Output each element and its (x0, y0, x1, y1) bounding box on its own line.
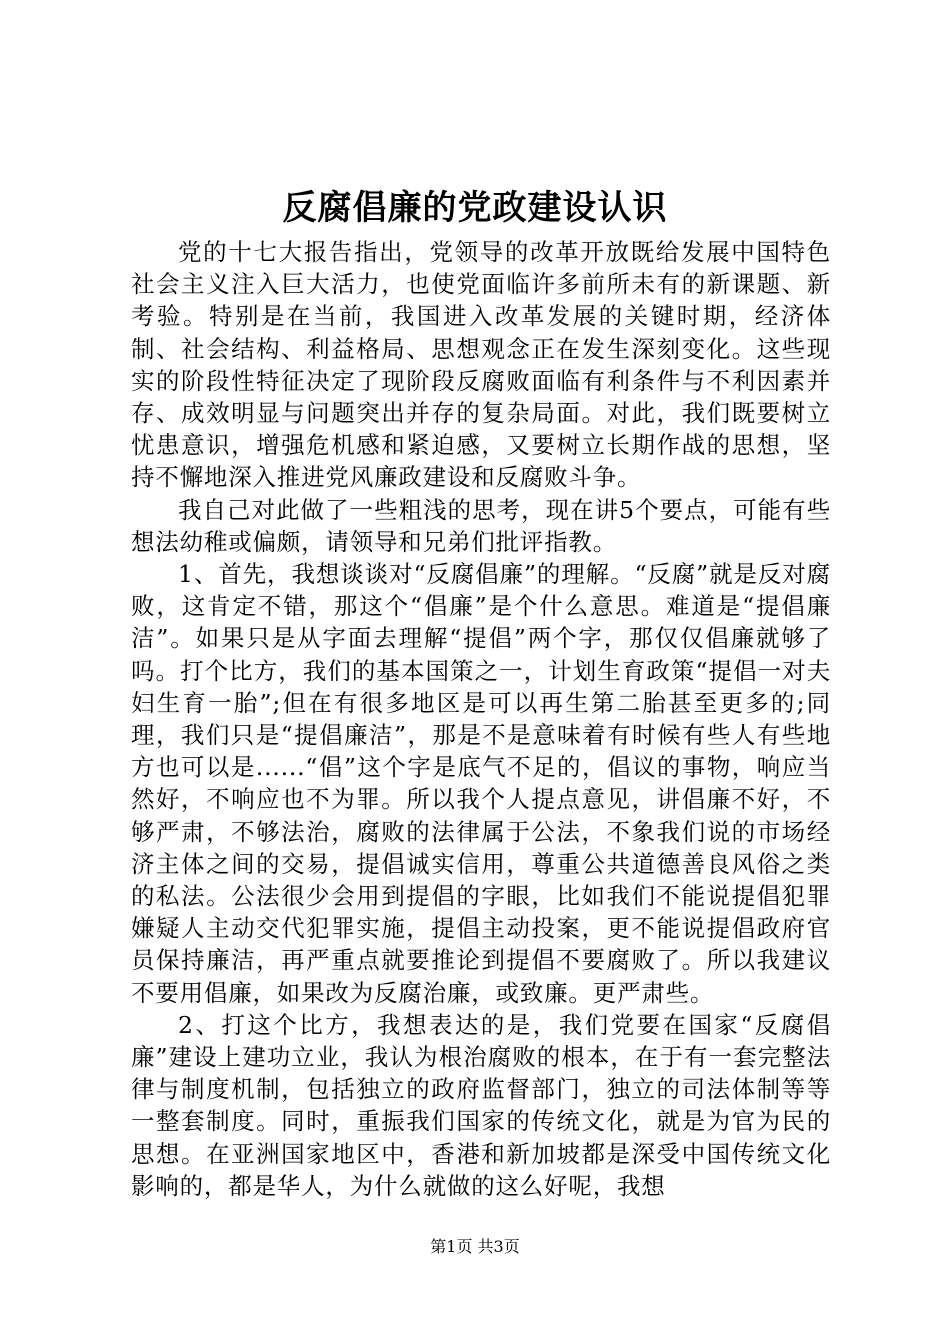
paragraph-preface: 我自己对此做了一些粗浅的思考，现在讲5个要点，可能有些想法幼稚或偏颇，请领导和兄弟们批评指教。 (131, 495, 831, 556)
page-footer: 第1页 共3页 (430, 1237, 520, 1256)
document-title: 反腐倡廉的党政建设认识 (282, 188, 668, 228)
paragraph-intro: 党的十七大报告指出，党领导的改革开放既给发展中国特色社会主义注入巨大活力，也使党面临许多前所未有的新课题、新考验。特别是在当前，我国进入改革发展的关键时期，经济体制、社会结构、利益格局、思想观念正在发生深刻变化。这些现实的阶段性特征决定了现阶段反腐败面临有利条件与不利因素并存、成效明显与问题突出并存的复杂局面。对此，我们既要树立忧患意识，增强危机感和紧迫感，又要树立长期作战的思想，坚持不懈地深入推进党风廉政建设和反腐败斗争。 (131, 238, 831, 492)
document-body (131, 236, 831, 1202)
paragraph-point-2: 2、打这个比方，我想表达的是，我们党要在国家“反腐倡廉”建设上建功立业，我认为根治腐败的根本，在于有一套完整法律与制度机制，包括独立的政府监督部门，独立的司法体制等等一整套制度。同时，重振我们国家的传统文化，就是为官为民的思想。在亚洲国家地区中，香港和新加坡都是深受中国传统文化影响的，都是华人，为什么就做的这么好呢，我想 (131, 1010, 831, 1200)
paragraph-point-1: 1、首先，我想谈谈对“反腐倡廉”的理解。“反腐”就是反对腐败，这肯定不错，那这个“倡廉”是个什么意思。难道是“提倡廉洁”。如果只是从字面去理解“提倡”两个字，那仅仅倡廉就够了吗。打个比方，我们的基本国策之一，计划生育政策“提倡一对夫妇生育一胎”;但在有很多地区是可以再生第二胎甚至更多的;同理，我们只是“提倡廉洁”，那是不是意味着有时候有些人有些地方也可以是......“倡”这个字是底气不足的，倡议的事物，响应当然好，不响应也不为罪。所以我个人提点意见，讲倡廉不好，不够严肃，不够法治，腐败的法律属于公法，不象我们说的市场经济主体之间的交易，提倡诚实信用，尊重公共道德善良风俗之类的私法。公法很少会用到提倡的字眼，比如我们不能说提倡犯罪嫌疑人主动交代犯罪实施，提倡主动投案，更不能说提倡政府官员保持廉洁，再严重点就要推论到提倡不要腐败了。所以我建议不要用倡廉，如果改为反腐治廉，或致廉。更严肃些。 (131, 560, 831, 1007)
